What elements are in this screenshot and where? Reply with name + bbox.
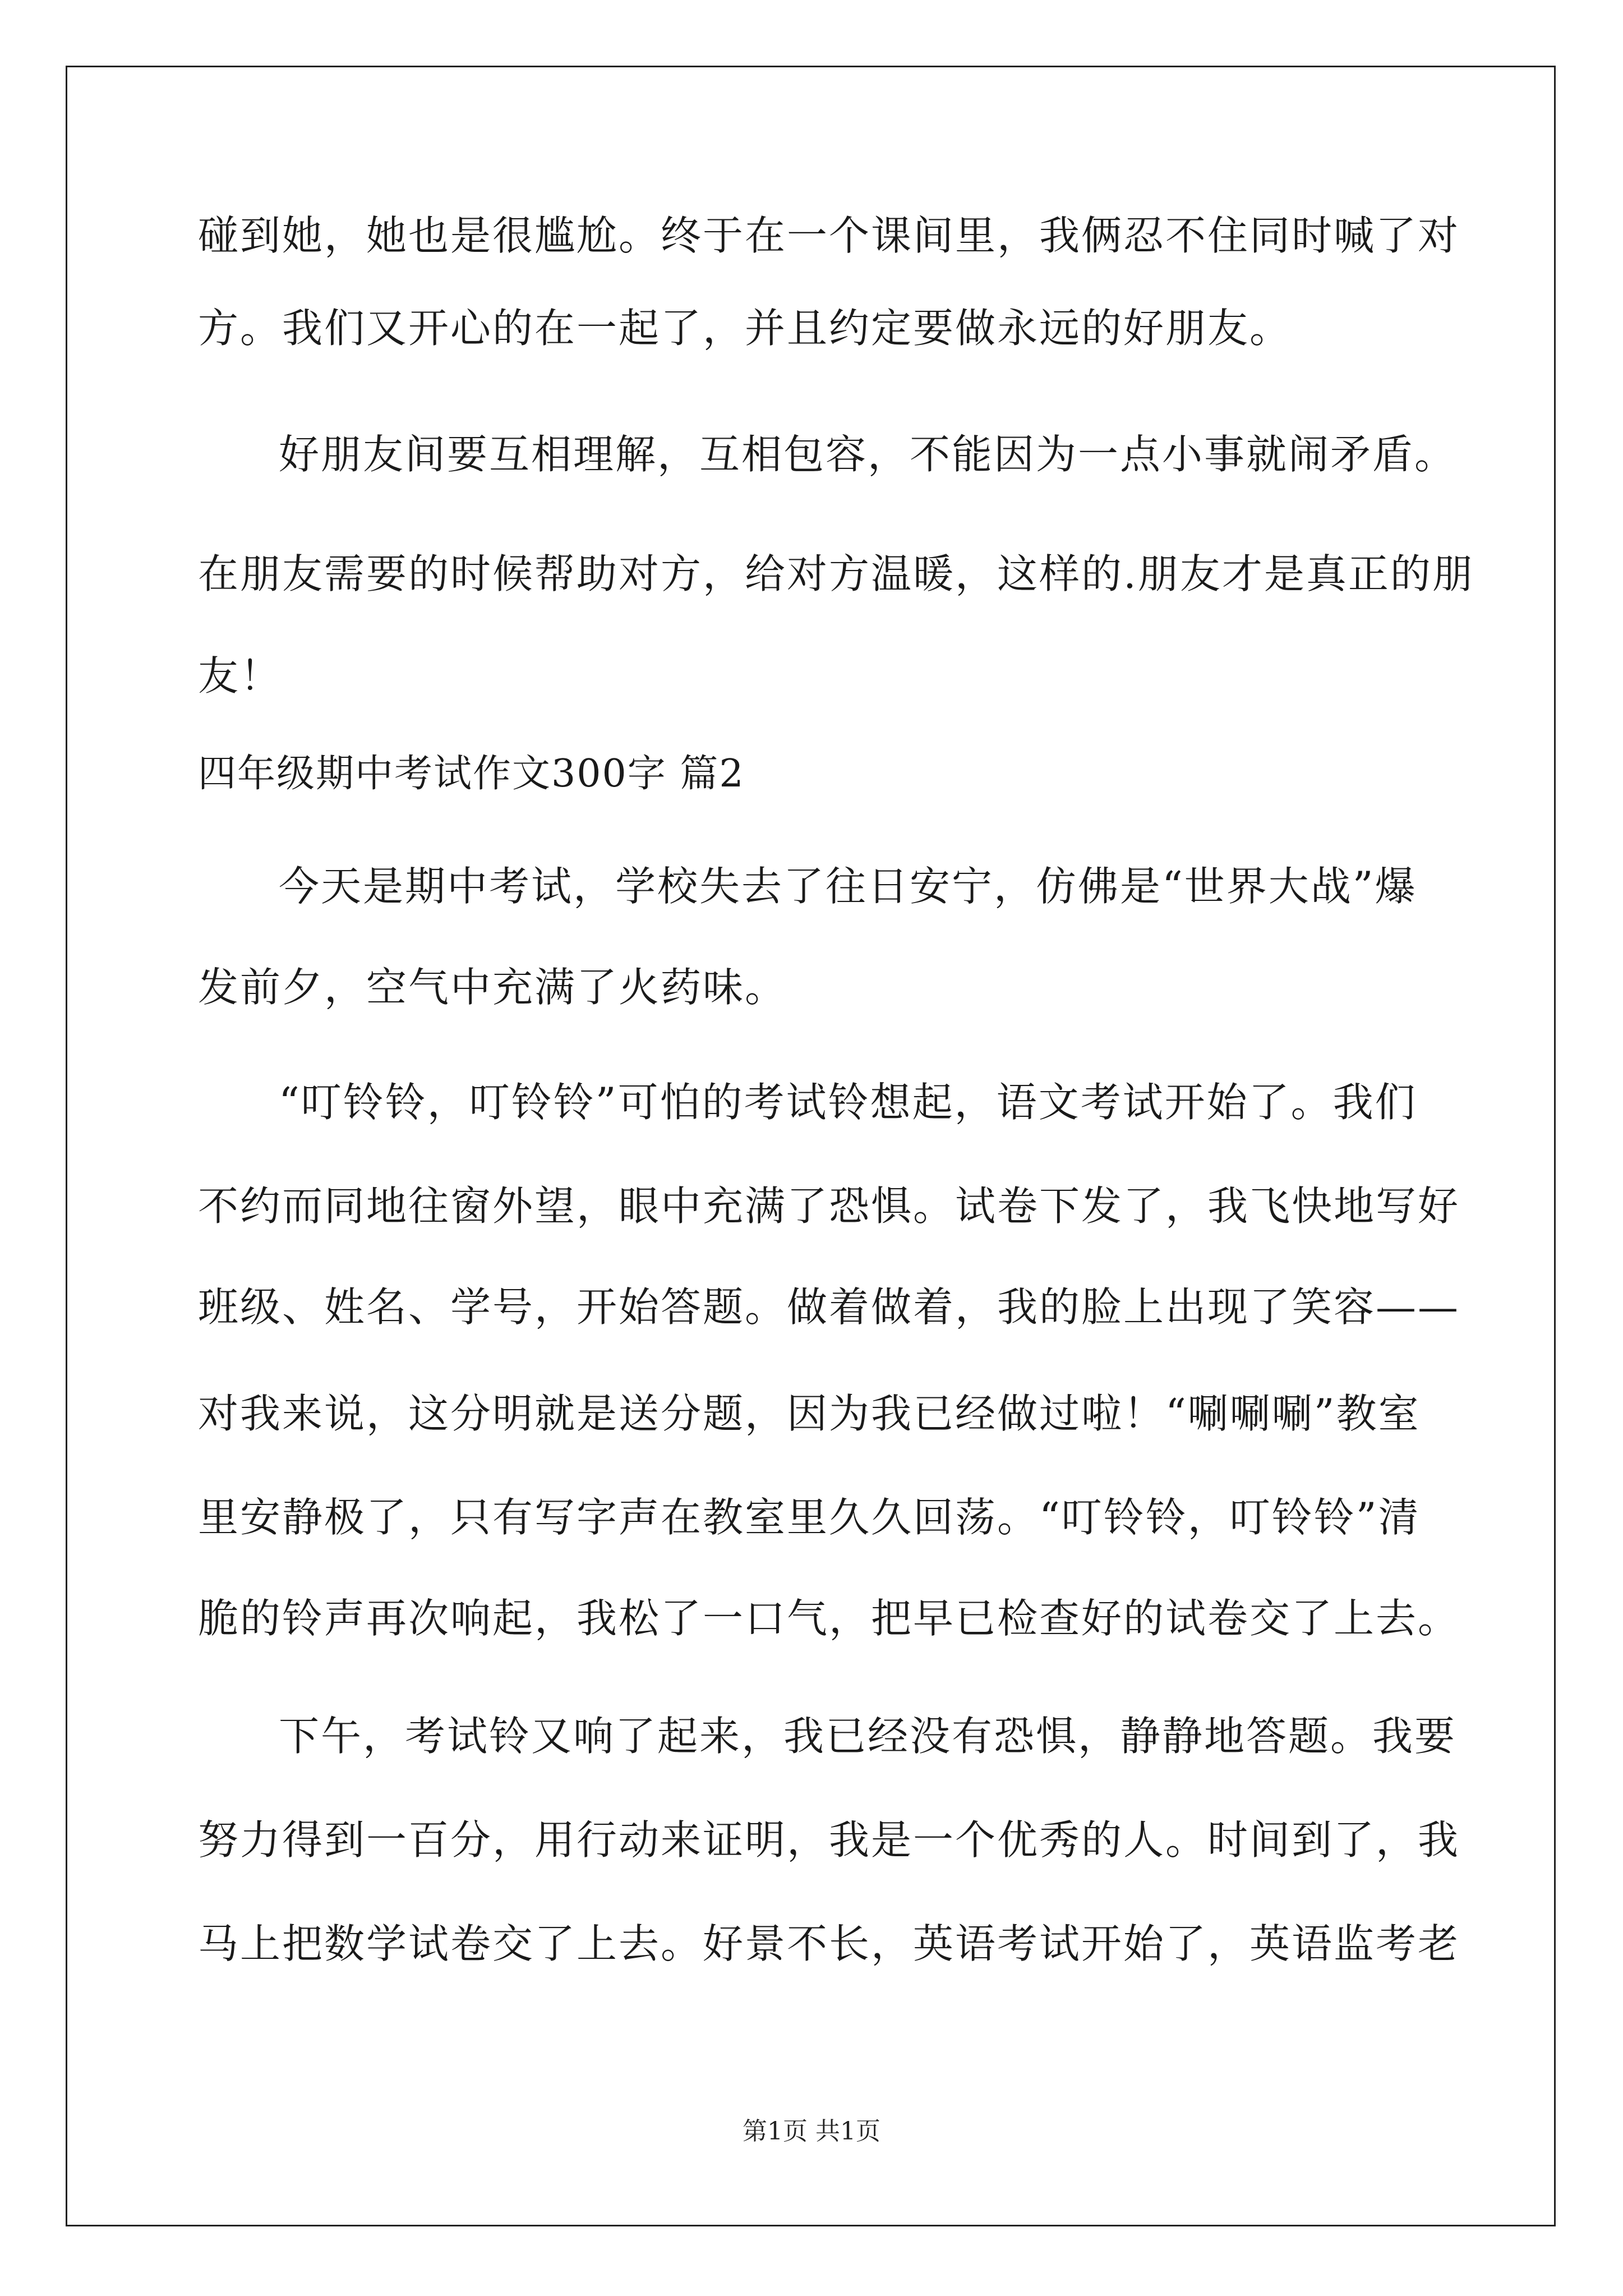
text-line: 碰到她，她也是很尴尬。终于在一个课间里，我俩忍不住同时喊了对 (198, 212, 1460, 259)
text-line: 发前夕，空气中充满了火药味。 (198, 964, 787, 1011)
page-number-footer: 第1页 共1页 (743, 2117, 880, 2146)
text-line: 不约而同地往窗外望，眼中充满了恐惧。试卷下发了，我飞快地写好 (198, 1182, 1460, 1230)
paragraph-start-line: “叮铃铃，叮铃铃”可怕的考试铃想起，语文考试开始了。我们 (279, 1079, 1417, 1126)
text-line: 里安静极了，只有写字声在教室里久久回荡。“叮铃铃，叮铃铃”清 (198, 1494, 1421, 1541)
text-line: 友！ (198, 652, 283, 700)
text-line: 方。我们又开心的在一起了，并且约定要做永远的好朋友。 (198, 305, 1292, 352)
text-line: 脆的铃声再次响起，我松了一口气，把早已检查好的试卷交了上去。 (198, 1595, 1460, 1642)
paragraph-start-line: 下午，考试铃又响了起来，我已经没有恐惧，静静地答题。我要 (279, 1713, 1457, 1760)
text-line: 努力得到一百分，用行动来证明，我是一个优秀的人。时间到了，我 (198, 1816, 1460, 1864)
paragraph-start-line: 好朋友间要互相理解，互相包容，不能因为一点小事就闹矛盾。 (279, 431, 1457, 478)
section-heading: 四年级期中考试作文300字 篇2 (198, 752, 745, 796)
text-line: 对我来说，这分明就是送分题，因为我已经做过啦！“唰唰唰”教室 (198, 1390, 1421, 1437)
text-line: 班级、姓名、学号，开始答题。做着做着，我的脸上出现了笑容—— (198, 1283, 1460, 1331)
text-line: 在朋友需要的时候帮助对方，给对方温暖，这样的.朋友才是真正的朋 (198, 550, 1474, 597)
page-border (66, 66, 1556, 2226)
text-line: 马上把数学试卷交了上去。好景不长，英语考试开始了，英语监考老 (198, 1920, 1460, 1967)
paragraph-start-line: 今天是期中考试，学校失去了往日安宁，仿佛是“世界大战”爆 (279, 863, 1417, 910)
